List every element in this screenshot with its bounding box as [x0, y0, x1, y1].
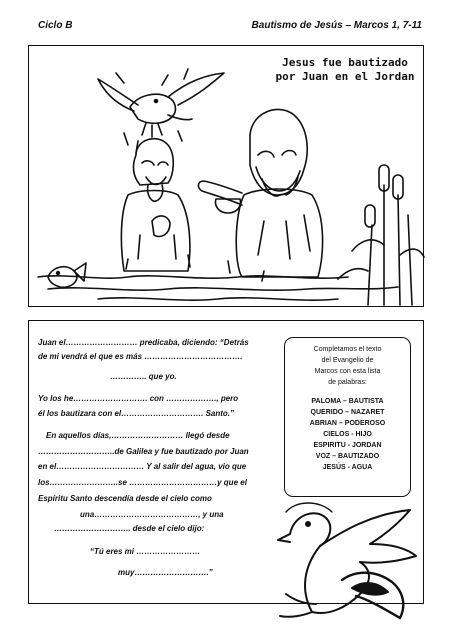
- text-line: los……………………..se ……………………………y que el: [38, 478, 247, 487]
- john-baptist-figure: [198, 109, 322, 277]
- jesus-figure: [121, 139, 189, 271]
- text-line: ……………………….. desde el cielo dijo:: [54, 524, 205, 533]
- word-list-box: [284, 337, 411, 497]
- word-pair: PALOMA – BAUTISTA: [311, 398, 384, 405]
- page-header: [0, 0, 452, 30]
- text-line: muy……………………….”: [118, 568, 213, 577]
- word-pair: QUERIDO – NAZARET: [310, 409, 385, 416]
- word-list-intro: [285, 344, 410, 388]
- cycle-label: Ciclo B: [38, 20, 73, 31]
- text-line: ………………………..de Galilea y fue bautizado por Juan: [38, 447, 249, 456]
- word-pair: JESÚS - AGUA: [322, 464, 373, 471]
- word-pair: ESPIRITU - JORDAN: [313, 442, 382, 449]
- title-line-2: por Juan en el Jordan: [275, 70, 415, 83]
- fish-icon: [48, 263, 86, 287]
- text-line: Juan el……………………… predicaba, diciendo: “Detrás: [38, 338, 249, 347]
- text-line: él los bautizara con el…………………………. Santo.”: [38, 409, 235, 418]
- intro-line: del Evangelio de: [321, 357, 374, 364]
- text-line: de mi vendrá el que es más ……………………………….: [38, 352, 243, 361]
- word-pair: CIELOS - HIJO: [323, 431, 372, 438]
- text-line: Yo los he………………………. con ………………., pero: [38, 394, 239, 403]
- river-water: [38, 255, 398, 300]
- gospel-reference: Bautismo de Jesús – Marcos 1, 7-11: [251, 20, 422, 31]
- title-line-1: Jesus fue bautizado: [282, 56, 408, 69]
- large-dove-icon: [260, 500, 420, 622]
- word-pair: ABRIAN – PODEROSO: [309, 420, 386, 427]
- intro-line: Completamos el texto: [313, 346, 382, 353]
- text-line: “Tú eres mi ……………………: [90, 547, 201, 556]
- intro-line: de palabras:: [328, 379, 367, 386]
- text-line: Espíritu Santo descendía desde el cielo como: [38, 494, 212, 503]
- word-pair: VOZ – BAUTIZADO: [315, 453, 380, 460]
- text-line: En aquellos días,……………………… llegó desde: [46, 431, 230, 440]
- text-line: ………….. que yo.: [110, 372, 177, 381]
- baptism-illustration: [28, 45, 424, 307]
- text-line: en el…………………………… Y al salir del agua, vio que: [38, 462, 247, 471]
- reeds-icon: [338, 165, 424, 305]
- text-line: una…………………………………, y una: [80, 510, 224, 519]
- intro-line: Marcos con esta lista: [314, 368, 381, 375]
- illustration-title: [270, 56, 420, 84]
- word-list: [285, 396, 410, 473]
